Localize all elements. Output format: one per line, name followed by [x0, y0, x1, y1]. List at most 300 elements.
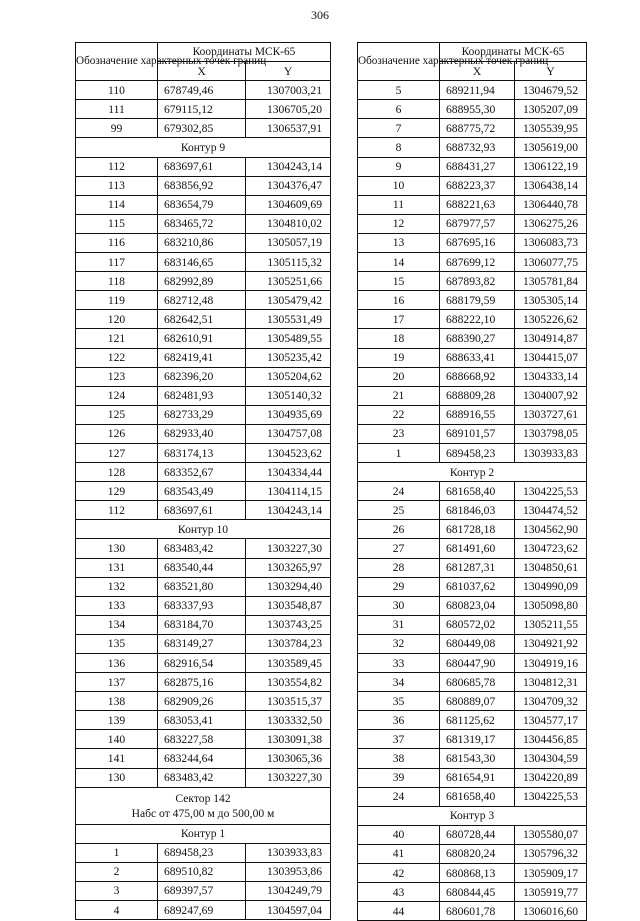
- section-row: [358, 806, 587, 825]
- x-coordinate-cell: 689247,69: [158, 901, 246, 920]
- y-coordinate-cell: 1306275,26: [515, 214, 587, 233]
- section-title: [76, 824, 331, 843]
- y-coordinate-cell: 1304243,14: [246, 501, 331, 520]
- point-id-cell: 127: [76, 443, 158, 462]
- x-coordinate-cell: 680868,13: [440, 864, 515, 883]
- y-coordinate-cell: 1304577,17: [515, 711, 587, 730]
- point-id-cell: 44: [358, 902, 440, 921]
- y-coordinate-cell: 1305204,62: [246, 367, 331, 386]
- section-title: [358, 806, 587, 825]
- point-id-cell: 33: [358, 654, 440, 673]
- y-coordinate-cell: 1306083,73: [515, 233, 587, 252]
- table-row: [76, 272, 331, 291]
- x-coordinate-cell: 688179,59: [440, 291, 515, 310]
- y-coordinate-cell: 1303727,61: [515, 405, 587, 424]
- y-coordinate-cell: 1304376,47: [246, 176, 331, 195]
- section-label: Контур 3: [449, 809, 495, 823]
- table-row: [358, 501, 587, 520]
- point-id-cell: 122: [76, 348, 158, 367]
- right-table-body: [358, 81, 587, 921]
- y-coordinate-cell: 1304225,53: [515, 787, 587, 806]
- table-row: [358, 749, 587, 768]
- y-coordinate-cell: 1305909,17: [515, 864, 587, 883]
- y-coordinate-cell: 1306438,14: [515, 176, 587, 195]
- table-row: [358, 787, 587, 806]
- x-coordinate-cell: 683697,61: [158, 157, 246, 176]
- table-row: [358, 367, 587, 386]
- point-id-cell: 4: [76, 901, 158, 920]
- point-id-cell: 24: [358, 482, 440, 501]
- table-row: [76, 673, 331, 692]
- point-id-cell: 131: [76, 558, 158, 577]
- section-title: [76, 520, 331, 539]
- x-coordinate-cell: 680820,24: [440, 844, 515, 863]
- point-id-cell: 35: [358, 692, 440, 711]
- point-id-cell: 39: [358, 768, 440, 787]
- y-coordinate-cell: 1304249,79: [246, 881, 331, 900]
- y-coordinate-cell: 1304935,69: [246, 405, 331, 424]
- x-coordinate-cell: 683483,42: [158, 539, 246, 558]
- x-coordinate-cell: 681728,18: [440, 520, 515, 539]
- y-coordinate-cell: 1303953,86: [246, 862, 331, 881]
- y-coordinate-cell: 1303294,40: [246, 577, 331, 596]
- table-row: [358, 539, 587, 558]
- point-id-cell: 34: [358, 673, 440, 692]
- table-row: [358, 520, 587, 539]
- point-id-cell: 14: [358, 253, 440, 272]
- y-coordinate-cell: 1303589,45: [246, 654, 331, 673]
- y-coordinate-cell: 1304914,87: [515, 329, 587, 348]
- point-id-cell: 125: [76, 405, 158, 424]
- x-coordinate-cell: 688775,72: [440, 119, 515, 138]
- table-row: [358, 424, 587, 443]
- table-row: [358, 711, 587, 730]
- table-row: [76, 730, 331, 749]
- table-row: [358, 634, 587, 653]
- x-coordinate-cell: 682933,40: [158, 424, 246, 443]
- point-id-cell: 1: [358, 443, 440, 462]
- table-row: [76, 119, 331, 138]
- x-coordinate-cell: 683697,61: [158, 501, 246, 520]
- y-coordinate-cell: 1304919,16: [515, 654, 587, 673]
- x-coordinate-cell: 687893,82: [440, 272, 515, 291]
- coordinates-table-left: [75, 42, 331, 920]
- x-coordinate-cell: 687695,16: [440, 233, 515, 252]
- point-id-cell: 137: [76, 673, 158, 692]
- table-row: [76, 463, 331, 482]
- point-id-cell: 135: [76, 634, 158, 653]
- x-coordinate-cell: 689510,82: [158, 862, 246, 881]
- y-coordinate-cell: 1304007,92: [515, 386, 587, 405]
- y-coordinate-cell: 1304757,08: [246, 424, 331, 443]
- table-row: [358, 195, 587, 214]
- left-table-body: [76, 81, 331, 920]
- section-title: [358, 463, 587, 482]
- y-coordinate-cell: 1303798,05: [515, 424, 587, 443]
- table-row: [358, 692, 587, 711]
- table-row: [358, 348, 587, 367]
- x-coordinate-cell: 683174,13: [158, 443, 246, 462]
- table-row: [76, 711, 331, 730]
- point-id-cell: 1: [76, 843, 158, 862]
- table-row: [358, 291, 587, 310]
- x-coordinate-cell: 683149,27: [158, 634, 246, 653]
- section-row: [76, 787, 331, 824]
- point-id-cell: 16: [358, 291, 440, 310]
- section-label: Сектор 142: [175, 791, 231, 805]
- section-sublabel: Набс от 475,00 м до 500,00 м: [131, 806, 275, 820]
- y-coordinate-cell: 1306122,19: [515, 157, 587, 176]
- table-row: [358, 844, 587, 863]
- point-id-cell: 111: [76, 100, 158, 119]
- table-row: [358, 176, 587, 195]
- table-row: [358, 825, 587, 844]
- y-coordinate-cell: 1305479,42: [246, 291, 331, 310]
- table-row: [76, 405, 331, 424]
- point-id-cell: 42: [358, 864, 440, 883]
- table-row: [76, 862, 331, 881]
- x-coordinate-cell: 680601,78: [440, 902, 515, 921]
- point-id-cell: 123: [76, 367, 158, 386]
- point-id-cell: 41: [358, 844, 440, 863]
- point-id-cell: 130: [76, 768, 158, 787]
- x-coordinate-cell: 679115,12: [158, 100, 246, 119]
- y-coordinate-cell: 1305580,07: [515, 825, 587, 844]
- table-row: [358, 902, 587, 921]
- x-coordinate-cell: 688809,28: [440, 386, 515, 405]
- y-coordinate-cell: 1304990,09: [515, 577, 587, 596]
- point-id-cell: 36: [358, 711, 440, 730]
- table-row: [76, 100, 331, 119]
- table-row: [76, 253, 331, 272]
- table-row: [358, 482, 587, 501]
- table-row: [76, 843, 331, 862]
- x-coordinate-cell: 683146,65: [158, 253, 246, 272]
- x-coordinate-cell: 680728,44: [440, 825, 515, 844]
- table-row: [358, 577, 587, 596]
- point-id-cell: 27: [358, 539, 440, 558]
- table-row: [76, 768, 331, 787]
- point-id-cell: 119: [76, 291, 158, 310]
- table-row: [358, 596, 587, 615]
- point-id-cell: 5: [358, 81, 440, 100]
- table-row: [76, 424, 331, 443]
- point-id-cell: 19: [358, 348, 440, 367]
- section-title: [76, 138, 331, 157]
- x-coordinate-cell: 680447,90: [440, 654, 515, 673]
- y-coordinate-cell: 1304243,14: [246, 157, 331, 176]
- x-coordinate-cell: 688390,27: [440, 329, 515, 348]
- point-id-cell: 26: [358, 520, 440, 539]
- x-coordinate-cell: 682481,93: [158, 386, 246, 405]
- table-row: [76, 539, 331, 558]
- x-coordinate-cell: 687699,12: [440, 253, 515, 272]
- table-row: [76, 443, 331, 462]
- y-column-header: Y: [515, 62, 587, 81]
- x-coordinate-cell: 682875,16: [158, 673, 246, 692]
- table-row: [358, 615, 587, 634]
- table-row: [76, 596, 331, 615]
- section-label: Контур 10: [177, 522, 229, 536]
- table-row: [76, 214, 331, 233]
- point-id-cell: 13: [358, 233, 440, 252]
- table-row: [358, 119, 587, 138]
- x-coordinate-cell: 689101,57: [440, 424, 515, 443]
- table-row: [358, 673, 587, 692]
- section-row: [76, 824, 331, 843]
- table-row: [358, 654, 587, 673]
- y-coordinate-cell: 1303091,38: [246, 730, 331, 749]
- x-coordinate-cell: 683227,58: [158, 730, 246, 749]
- point-id-cell: 3: [76, 881, 158, 900]
- x-coordinate-cell: 683184,70: [158, 615, 246, 634]
- y-coordinate-cell: 1303548,87: [246, 596, 331, 615]
- y-coordinate-cell: 1305539,95: [515, 119, 587, 138]
- x-coordinate-cell: 682642,51: [158, 310, 246, 329]
- y-coordinate-cell: 1304523,62: [246, 443, 331, 462]
- table-row: [76, 233, 331, 252]
- table-row: [76, 329, 331, 348]
- point-id-cell: 133: [76, 596, 158, 615]
- table-row: [358, 138, 587, 157]
- point-id-cell: 21: [358, 386, 440, 405]
- y-coordinate-cell: 1305207,09: [515, 100, 587, 119]
- point-id-cell: 32: [358, 634, 440, 653]
- x-coordinate-cell: 680449,08: [440, 634, 515, 653]
- x-coordinate-cell: 688732,93: [440, 138, 515, 157]
- section-row: [76, 138, 331, 157]
- x-coordinate-cell: 689458,23: [440, 443, 515, 462]
- point-id-cell: 31: [358, 615, 440, 634]
- y-coordinate-cell: 1303743,25: [246, 615, 331, 634]
- point-id-cell: 17: [358, 310, 440, 329]
- y-coordinate-cell: 1306440,78: [515, 195, 587, 214]
- x-coordinate-cell: 683053,41: [158, 711, 246, 730]
- y-coordinate-cell: 1304723,62: [515, 539, 587, 558]
- y-coordinate-cell: 1306077,75: [515, 253, 587, 272]
- x-coordinate-cell: 682610,91: [158, 329, 246, 348]
- table-row: [358, 272, 587, 291]
- y-coordinate-cell: 1305919,77: [515, 883, 587, 902]
- table-row: [358, 883, 587, 902]
- point-id-cell: 9: [358, 157, 440, 176]
- point-id-cell: 140: [76, 730, 158, 749]
- x-coordinate-cell: 687977,57: [440, 214, 515, 233]
- y-coordinate-cell: 1304812,31: [515, 673, 587, 692]
- point-id-cell: 29: [358, 577, 440, 596]
- point-id-cell: 141: [76, 749, 158, 768]
- point-id-cell: 112: [76, 501, 158, 520]
- x-coordinate-cell: 680685,78: [440, 673, 515, 692]
- y-coordinate-cell: 1305140,32: [246, 386, 331, 405]
- y-coordinate-cell: 1303784,23: [246, 634, 331, 653]
- x-coordinate-cell: 683352,67: [158, 463, 246, 482]
- section-label: Контур 9: [180, 141, 226, 155]
- table-row: [358, 864, 587, 883]
- section-row: [358, 463, 587, 482]
- section-label: Контур 1: [180, 827, 226, 841]
- y-coordinate-cell: 1305115,32: [246, 253, 331, 272]
- x-coordinate-cell: 682733,29: [158, 405, 246, 424]
- y-coordinate-cell: 1304709,32: [515, 692, 587, 711]
- point-id-cell: 99: [76, 119, 158, 138]
- x-coordinate-cell: 681491,60: [440, 539, 515, 558]
- point-id-cell: 115: [76, 214, 158, 233]
- x-coordinate-cell: 682712,48: [158, 291, 246, 310]
- y-coordinate-cell: 1304220,89: [515, 768, 587, 787]
- table-row: [76, 310, 331, 329]
- point-id-cell: 134: [76, 615, 158, 634]
- x-coordinate-cell: 688955,30: [440, 100, 515, 119]
- y-coordinate-cell: 1306537,91: [246, 119, 331, 138]
- point-id-cell: 132: [76, 577, 158, 596]
- coordinates-table-right: [357, 42, 587, 921]
- x-coordinate-cell: 679302,85: [158, 119, 246, 138]
- x-coordinate-cell: 681287,31: [440, 558, 515, 577]
- y-column-header: Y: [246, 62, 331, 81]
- table-row: [76, 291, 331, 310]
- table-row: [358, 558, 587, 577]
- y-coordinate-cell: 1305305,14: [515, 291, 587, 310]
- point-id-cell: 38: [358, 749, 440, 768]
- y-coordinate-cell: 1303515,37: [246, 692, 331, 711]
- point-id-cell: 24: [358, 787, 440, 806]
- table-row: [358, 386, 587, 405]
- y-coordinate-cell: 1305211,55: [515, 615, 587, 634]
- y-coordinate-cell: 1305531,49: [246, 310, 331, 329]
- y-coordinate-cell: 1307003,21: [246, 81, 331, 100]
- point-id-cell: 43: [358, 883, 440, 902]
- y-coordinate-cell: 1304609,69: [246, 195, 331, 214]
- x-coordinate-cell: 688223,37: [440, 176, 515, 195]
- table-row: [76, 654, 331, 673]
- table-row: [76, 881, 331, 900]
- table-row: [76, 482, 331, 501]
- y-coordinate-cell: 1304333,14: [515, 367, 587, 386]
- y-coordinate-cell: 1303332,50: [246, 711, 331, 730]
- table-row: [358, 157, 587, 176]
- y-coordinate-cell: 1303933,83: [246, 843, 331, 862]
- table-row: [358, 253, 587, 272]
- point-id-cell: 126: [76, 424, 158, 443]
- x-coordinate-cell: 688916,55: [440, 405, 515, 424]
- table-row: [76, 176, 331, 195]
- x-coordinate-cell: 688222,10: [440, 310, 515, 329]
- table-row: [76, 81, 331, 100]
- y-coordinate-cell: 1304810,02: [246, 214, 331, 233]
- table-row: [358, 214, 587, 233]
- table-row: [76, 348, 331, 367]
- point-id-cell: 116: [76, 233, 158, 252]
- table-row: [358, 310, 587, 329]
- x-coordinate-cell: 681658,40: [440, 482, 515, 501]
- point-id-cell: 40: [358, 825, 440, 844]
- x-coordinate-cell: 683483,42: [158, 768, 246, 787]
- y-coordinate-cell: 1303933,83: [515, 443, 587, 462]
- point-id-cell: 129: [76, 482, 158, 501]
- x-coordinate-cell: 683654,79: [158, 195, 246, 214]
- table-row: [358, 100, 587, 119]
- x-coordinate-cell: 682916,54: [158, 654, 246, 673]
- section-row: [76, 520, 331, 539]
- y-coordinate-cell: 1303065,36: [246, 749, 331, 768]
- table-row: [76, 558, 331, 577]
- x-coordinate-cell: 683521,80: [158, 577, 246, 596]
- y-coordinate-cell: 1304850,61: [515, 558, 587, 577]
- y-coordinate-cell: 1304562,90: [515, 520, 587, 539]
- y-coordinate-cell: 1303227,30: [246, 768, 331, 787]
- point-id-cell: 37: [358, 730, 440, 749]
- x-coordinate-cell: 683543,49: [158, 482, 246, 501]
- x-coordinate-cell: 678749,46: [158, 81, 246, 100]
- x-coordinate-cell: 682396,20: [158, 367, 246, 386]
- table-row: [76, 901, 331, 920]
- x-coordinate-cell: 683540,44: [158, 558, 246, 577]
- point-id-cell: 121: [76, 329, 158, 348]
- table-row: [76, 615, 331, 634]
- x-coordinate-cell: 681654,91: [440, 768, 515, 787]
- point-id-cell: 112: [76, 157, 158, 176]
- x-coordinate-cell: 682419,41: [158, 348, 246, 367]
- y-coordinate-cell: 1305235,42: [246, 348, 331, 367]
- page-number: 306: [311, 8, 329, 22]
- table-row: [76, 367, 331, 386]
- point-id-cell: 113: [76, 176, 158, 195]
- point-id-cell: 136: [76, 654, 158, 673]
- y-coordinate-cell: 1304334,44: [246, 463, 331, 482]
- table-row: [76, 749, 331, 768]
- point-id-cell: 124: [76, 386, 158, 405]
- y-coordinate-cell: 1304921,92: [515, 634, 587, 653]
- point-id-cell: 139: [76, 711, 158, 730]
- table-row: [76, 577, 331, 596]
- x-coordinate-cell: 681846,03: [440, 501, 515, 520]
- point-id-cell: 110: [76, 81, 158, 100]
- table-row: [358, 81, 587, 100]
- point-id-cell: 114: [76, 195, 158, 214]
- y-coordinate-cell: 1303554,82: [246, 673, 331, 692]
- x-coordinate-cell: 689211,94: [440, 81, 515, 100]
- table-row: [358, 233, 587, 252]
- table-row: [358, 730, 587, 749]
- x-coordinate-cell: 680889,07: [440, 692, 515, 711]
- table-row: [358, 329, 587, 348]
- y-coordinate-cell: 1304597,04: [246, 901, 331, 920]
- point-id-cell: 130: [76, 539, 158, 558]
- point-id-cell: 15: [358, 272, 440, 291]
- point-id-cell: 118: [76, 272, 158, 291]
- x-coordinate-cell: 682992,89: [158, 272, 246, 291]
- table-row: [76, 692, 331, 711]
- y-coordinate-cell: 1305619,00: [515, 138, 587, 157]
- y-coordinate-cell: 1304474,52: [515, 501, 587, 520]
- point-id-cell: 7: [358, 119, 440, 138]
- point-id-cell: 2: [76, 862, 158, 881]
- point-id-cell: 138: [76, 692, 158, 711]
- x-coordinate-cell: 681658,40: [440, 787, 515, 806]
- x-coordinate-cell: 683337,93: [158, 596, 246, 615]
- x-coordinate-cell: 682909,26: [158, 692, 246, 711]
- y-coordinate-cell: 1304679,52: [515, 81, 587, 100]
- x-coordinate-cell: 689458,23: [158, 843, 246, 862]
- y-coordinate-cell: 1305226,62: [515, 310, 587, 329]
- x-column-header: X: [440, 62, 515, 81]
- point-id-cell: 30: [358, 596, 440, 615]
- x-coordinate-cell: 680572,02: [440, 615, 515, 634]
- table-row: [358, 405, 587, 424]
- point-id-cell: 23: [358, 424, 440, 443]
- x-coordinate-cell: 681125,62: [440, 711, 515, 730]
